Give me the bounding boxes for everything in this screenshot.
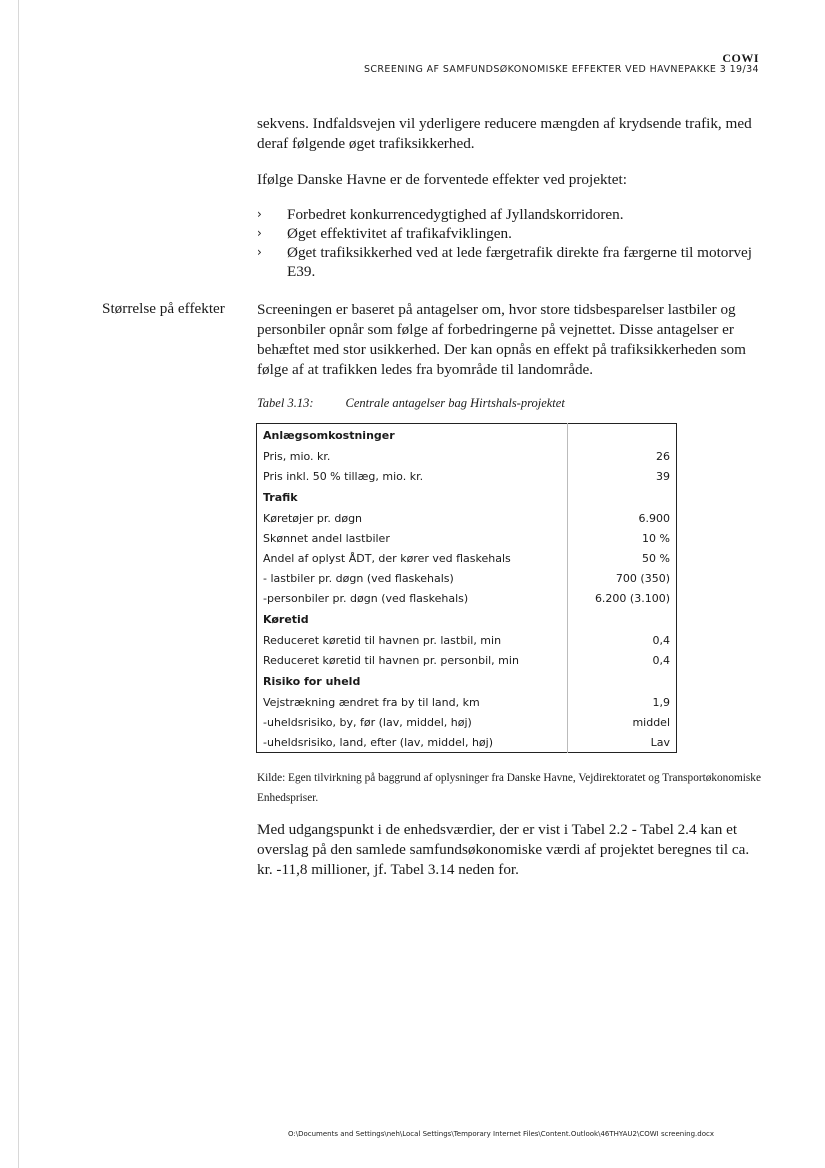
table-row [257,528,677,548]
table-cell-value: 0,4 [568,650,677,670]
table-cell-label: -uheldsrisiko, by, før (lav, middel, høj) [263,715,472,729]
paragraph-screening: Screeningen er baseret på antagelser om, hvor store tidsbesparelser lastbiler og personbiler opnår som følge af forbedringerne på vejnettet. Disse antagelser er behæftet med stor usikkerhed. Der kan opnås en effekt på trafiksikkerheden som følge af at trafikken ledes fra byområde til landområde. [257,301,746,378]
list-item [257,243,762,281]
scan-edge-line [18,0,19,1168]
table-cell-label: Reduceret køretid til havnen pr. lastbil, min [263,633,502,647]
table-row [257,508,677,528]
table-section-heading-row [257,424,677,447]
footer-file-path: O:\Documents and Settings\neh\Local Settings\Temporary Internet Files\Content.Outlook\46THYAU2\COWI screening.docx [288,1130,714,1138]
table-row [257,466,677,486]
table-cell-label: Køretøjer pr. døgn [263,511,363,525]
paragraph-intro: sekvens. Indfaldsvejen vil yderligere reducere mængden af krydsende trafik, med deraf følgende øget trafiksikkerhed. [257,115,752,152]
table-row [257,692,677,712]
list-item-text: Øget effektivitet af trafikafviklingen. [287,225,512,242]
table-cell-label: - lastbiler pr. døgn (ved flaskehals) [263,571,454,585]
list-item-text: Forbedret konkurrencedygtighed af Jyllandskorridoren. [287,206,624,223]
paragraph-effects-intro: Ifølge Danske Havne er de forventede effekter ved projektet: [257,171,627,188]
table-source-note: Kilde: Egen tilvirkning på baggrund af oplysninger fra Danske Havne, Vejdirektoratet og Transportøkonomiske Enhedspriser. [257,772,761,804]
list-item-text: Øget trafiksikkerhed ved at lede færgetrafik direkte fra færgerne til motorvej E39. [287,244,753,280]
table-cell-label: -uheldsrisiko, land, efter (lav, middel, høj) [263,735,494,749]
table-row [257,732,677,753]
table-cell-label: Pris, mio. kr. [263,449,331,463]
table-caption [257,396,565,411]
table-cell-value: 6.200 (3.100) [568,588,677,608]
list-item [257,224,762,243]
company-logo: COWI [722,51,759,65]
table-caption-label: Tabel 3.13: [257,396,314,410]
table-cell-value: 50 % [568,548,677,568]
list-item [257,205,762,224]
table-section-heading-row [257,608,677,630]
table-section-heading: Køretid [263,612,309,626]
table-cell-value: 10 % [568,528,677,548]
table-cell-label: Pris inkl. 50 % tillæg, mio. kr. [263,469,424,483]
table-cell-label: -personbiler pr. døgn (ved flaskehals) [263,591,469,605]
table-section-heading-row [257,486,677,508]
table-caption-title: Centrale antagelser bag Hirtshals-projektet [345,396,565,410]
table-row [257,650,677,670]
table-row [257,712,677,732]
bullet-chevron-icon: › [257,245,262,259]
table-cell-value: Lav [568,732,677,753]
effects-list [257,205,762,281]
table-cell-value: 1,9 [568,692,677,712]
table-cell-value: 26 [568,446,677,466]
table-cell-label: Reduceret køretid til havnen pr. personbil, min [263,653,519,667]
table-row [257,548,677,568]
paragraph-conclusion: Med udgangspunkt i de enhedsværdier, der er vist i Tabel 2.2 - Tabel 2.4 kan et overslag på den samlede samfundsøkonomiske værdi af projektet beregnes til ca. kr. -11,8 millioner, jf. Tabel 3.14 neden for. [257,821,750,878]
bullet-chevron-icon: › [257,226,262,240]
table-cell-value: 39 [568,466,677,486]
table-row [257,630,677,650]
table-section-heading-row [257,670,677,692]
table-section-heading: Risiko for uheld [263,674,361,688]
table-row [257,588,677,608]
table-section-heading: Trafik [263,490,298,504]
table-cell-value: 0,4 [568,630,677,650]
table-cell-label: Vejstrækning ændret fra by til land, km [263,695,480,709]
table-section-heading: Anlægsomkostninger [263,428,395,442]
table-row [257,446,677,466]
table-cell-label: Skønnet andel lastbiler [263,531,390,545]
assumptions-table [256,423,677,753]
running-header: SCREENING AF SAMFUNDSØKONOMISKE EFFEKTER VED HAVNEPAKKE 3 19/34 [363,64,759,75]
table-cell-value: 6.900 [568,508,677,528]
table-cell-value: middel [568,712,677,732]
bullet-chevron-icon: › [257,207,262,221]
side-heading: Størrelse på effekter [102,300,225,317]
table-cell-value: 700 (350) [568,568,677,588]
table-row [257,568,677,588]
table-cell-label: Andel af oplyst ÅDT, der kører ved flaskehals [263,551,511,565]
